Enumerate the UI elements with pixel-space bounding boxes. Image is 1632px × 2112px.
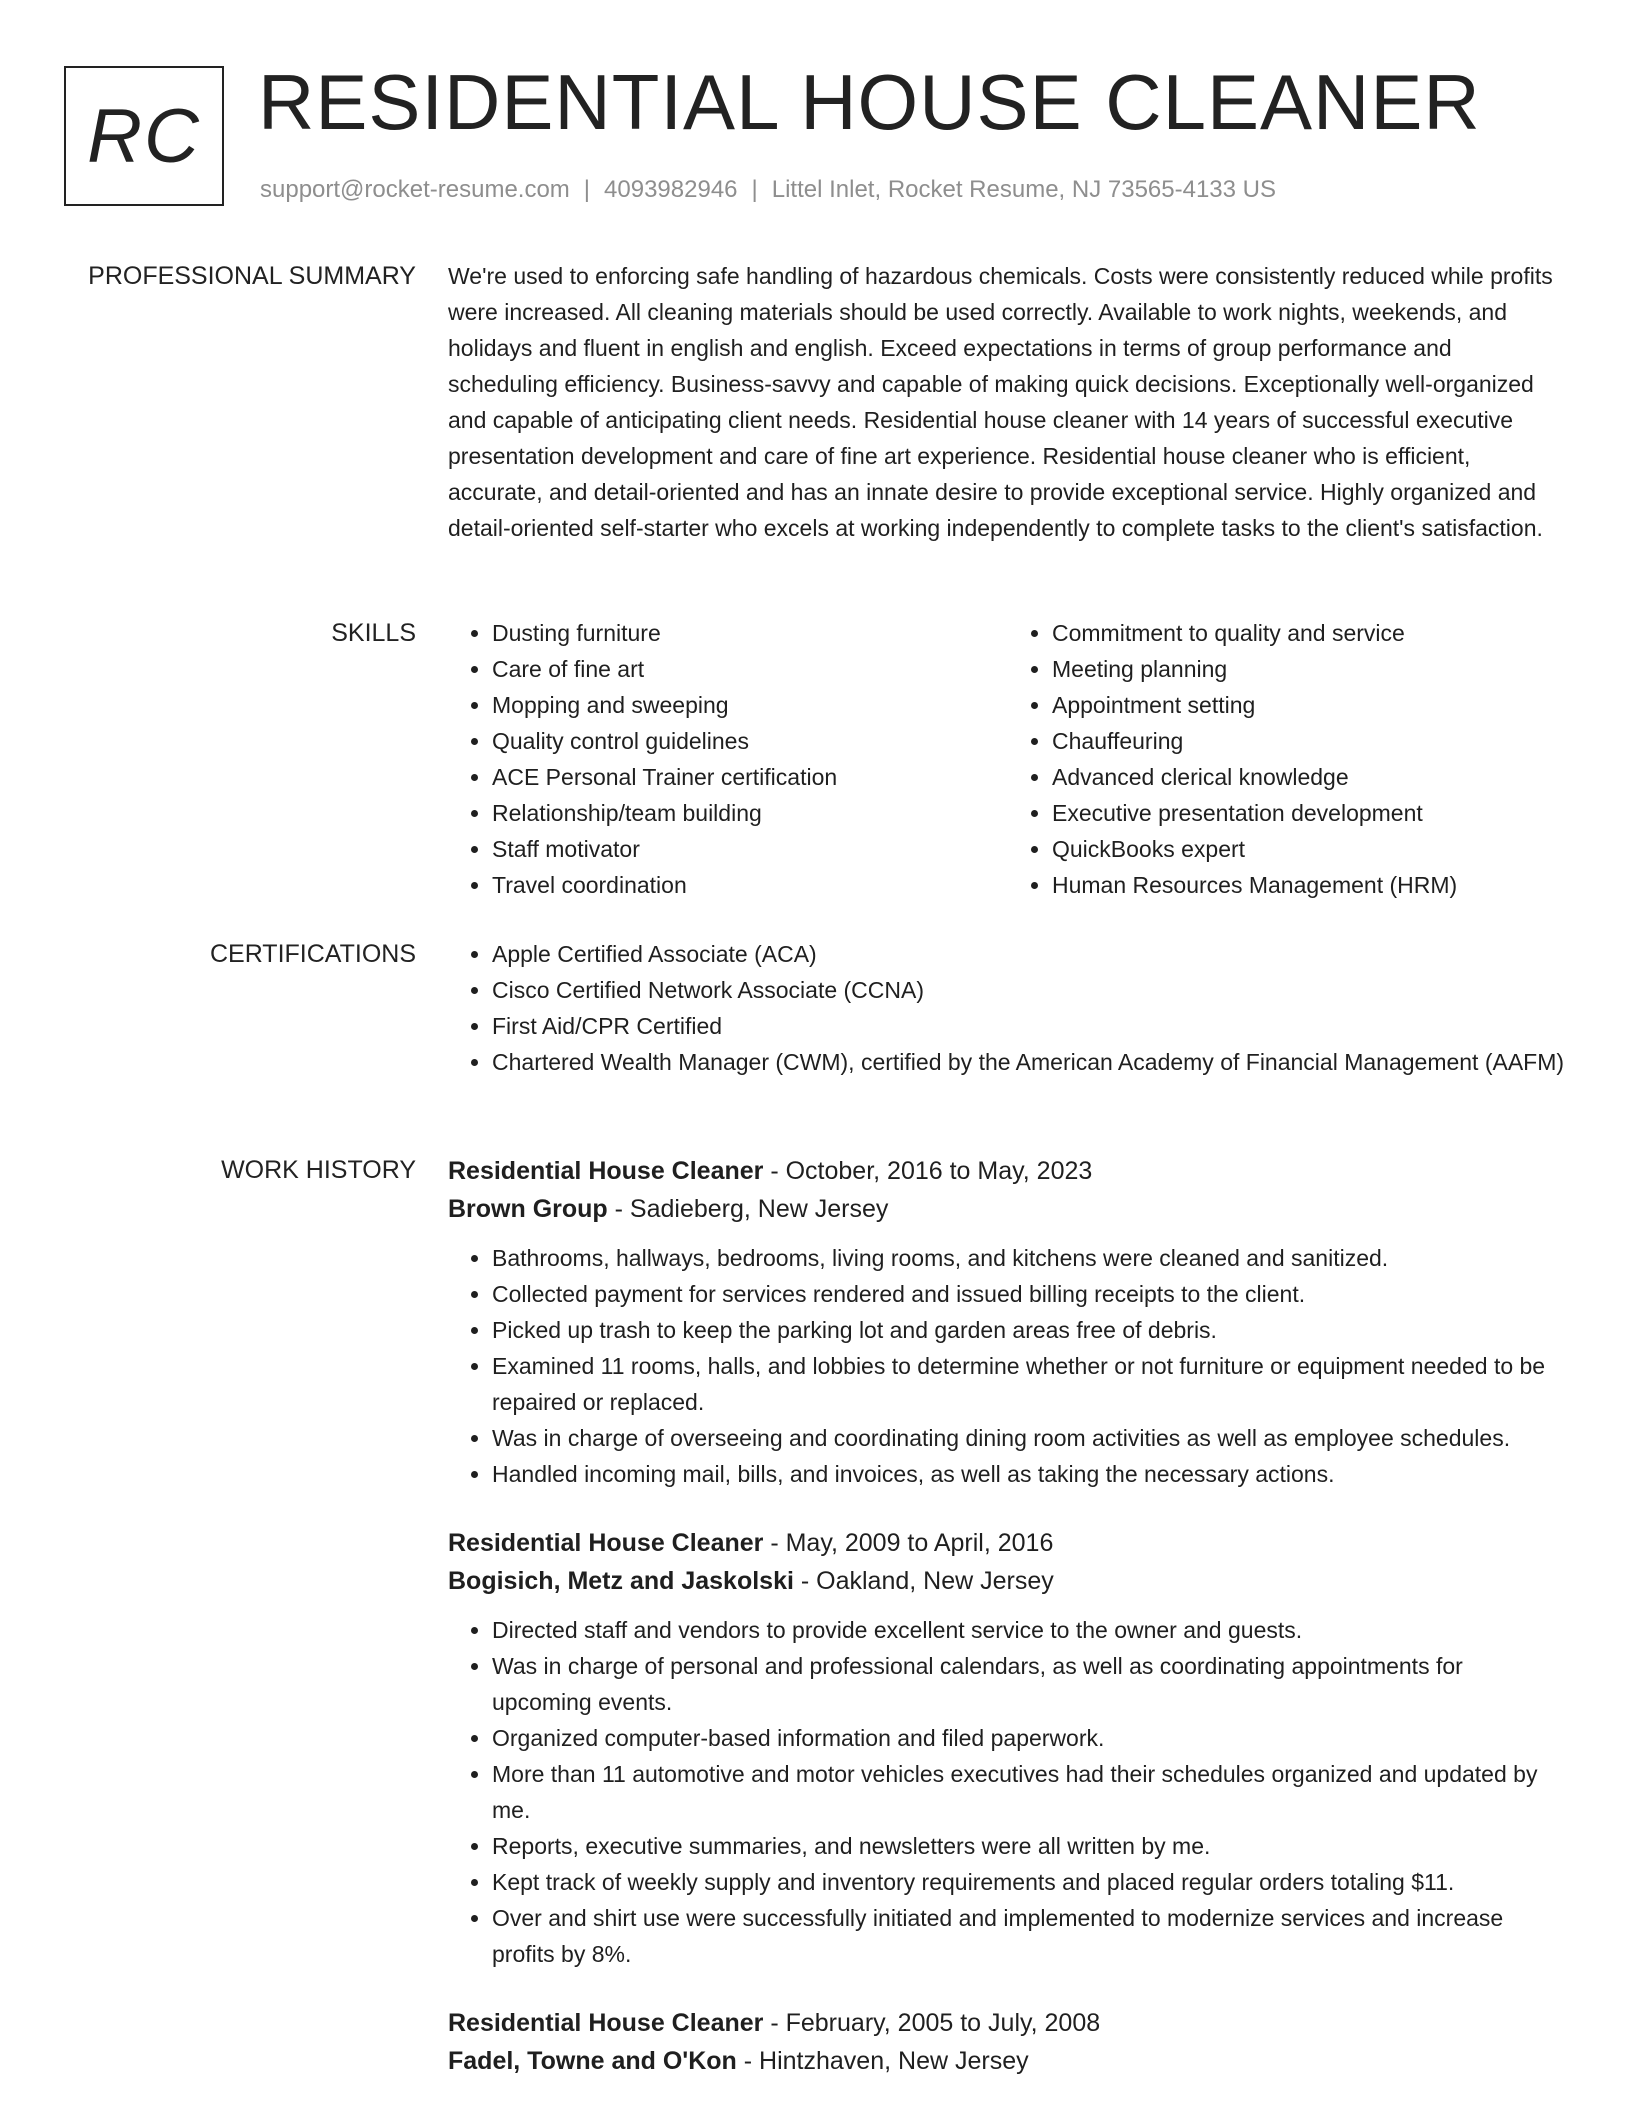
job-company: Fadel, Towne and O'Kon [448, 2047, 737, 2075]
job-duty-item: • Was in charge of personal and professional calendars, as well as coordinating appointments for upcoming events. [492, 1648, 1568, 1720]
skill-item: • Care of fine art [492, 651, 1008, 687]
skills-list-left [448, 615, 1008, 903]
skills-body [448, 615, 1568, 903]
certification-item: • First Aid/CPR Certified [492, 1008, 1568, 1044]
job-duty-item: • Examined 11 rooms, halls, and lobbies to determine whether or not furniture or equipment needed to be repaired or replaced. [492, 1348, 1568, 1420]
job-company-line [448, 2042, 1568, 2080]
job-duty-item: • Collected payment for services rendered and issued billing receipts to the client. [492, 1276, 1568, 1312]
work-history-body [448, 1152, 1568, 2112]
skill-item: • Travel coordination [492, 867, 1008, 903]
certification-item: • Chartered Wealth Manager (CWM), certified by the American Academy of Financial Management (AAFM) [492, 1044, 1568, 1080]
job-entry [448, 1524, 1568, 1972]
job-company-line [448, 1562, 1568, 1600]
job-company: Bogisich, Metz and Jaskolski [448, 1567, 794, 1595]
job-title: Residential House Cleaner [448, 1529, 764, 1557]
contact-email[interactable]: support@rocket-resume.com [260, 176, 570, 203]
certification-item: • Cisco Certified Network Associate (CCNA) [492, 972, 1568, 1008]
skill-item: • ACE Personal Trainer certification [492, 759, 1008, 795]
skill-item: • Executive presentation development [1052, 795, 1568, 831]
skill-item: • Appointment setting [1052, 687, 1568, 723]
contact-phone[interactable]: 4093982946 [604, 176, 738, 203]
section-heading-skills: SKILLS [331, 619, 416, 647]
contact-address: Littel Inlet, Rocket Resume, NJ 73565-4133 US [771, 176, 1277, 203]
job-title: Residential House Cleaner [448, 1157, 764, 1185]
section-heading-work-history: WORK HISTORY [221, 1156, 416, 1184]
summary-body [448, 258, 1568, 546]
job-dates: - February, 2005 to July, 2008 [763, 2009, 1101, 2037]
job-entry [448, 1152, 1568, 1492]
job-duty-item: • Picked up trash to keep the parking lot and garden areas free of debris. [492, 1312, 1568, 1348]
job-location: - Hintzhaven, New Jersey [736, 2047, 1029, 2075]
job-duty-item: • Bathrooms, hallways, bedrooms, living rooms, and kitchens were cleaned and sanitized. [492, 1240, 1568, 1276]
skill-item: • Chauffeuring [1052, 723, 1568, 759]
job-duty-item: • Reports, executive summaries, and newsletters were all written by me. [492, 1828, 1568, 1864]
skill-item: • Relationship/team building [492, 795, 1008, 831]
contact-separator: | [751, 176, 758, 203]
job-duty-item: • Kept track of weekly supply and inventory requirements and placed regular orders totaling $11. [492, 1864, 1568, 1900]
skill-item: • QuickBooks expert [1052, 831, 1568, 867]
skill-item: • Meeting planning [1052, 651, 1568, 687]
certifications-body [448, 936, 1568, 1080]
summary-text: We're used to enforcing safe handling of hazardous chemicals. Costs were consistently reduced while profits were increased. All cleaning materials should be used correctly. Available to work nights, weekends, and holidays and fluent in english and english. Exceed expectations in terms of group performance and scheduling efficiency. Business-savvy and capable of making quick decisions. Exceptionally well-organized and capable of anticipating client needs. Residential house cleaner with 14 years of successful executive presentation development and care of fine art experience. Residential house cleaner who is efficient, accurate, and detail-oriented and has an innate desire to provide exceptional service. Highly organized and detail-oriented self-starter who excels at working independently to complete tasks to the client's satisfaction. [448, 263, 1553, 541]
job-duty-item: • Directed staff and vendors to provide excellent service to the owner and guests. [492, 1612, 1568, 1648]
job-duties-list [448, 1240, 1568, 1492]
section-heading-certifications: CERTIFICATIONS [209, 940, 416, 968]
job-duty-item: • Handled incoming mail, bills, and invoices, as well as taking the necessary actions. [492, 1456, 1568, 1492]
skill-item: • Dusting furniture [492, 615, 1008, 651]
job-duty-item: • Over and shirt use were successfully initiated and implemented to modernize services and increase profits by 8%. [492, 1900, 1568, 1972]
skill-item: • Human Resources Management (HRM) [1052, 867, 1568, 903]
job-title-line [448, 2004, 1568, 2042]
certification-item: • Apple Certified Associate (ACA) [492, 936, 1568, 972]
job-duty-item: • Was in charge of overseeing and coordinating dining room activities as well as employee schedules. [492, 1420, 1568, 1456]
skill-item: • Advanced clerical knowledge [1052, 759, 1568, 795]
job-duty-item: • More than 11 automotive and motor vehicles executives had their schedules organized and updated by me. [492, 1756, 1568, 1828]
job-duties-list [448, 1612, 1568, 1972]
job-entry [448, 2004, 1568, 2080]
resume-title: RESIDENTIAL HOUSE CLEANER [258, 58, 1481, 146]
skill-item: • Commitment to quality and service [1052, 615, 1568, 651]
job-company-line [448, 1190, 1568, 1228]
section-heading-summary: PROFESSIONAL SUMMARY [88, 262, 416, 290]
certifications-list [448, 936, 1568, 1080]
skills-list-right [1008, 615, 1568, 903]
job-location: - Sadieberg, New Jersey [607, 1195, 889, 1223]
skill-item: • Mopping and sweeping [492, 687, 1008, 723]
monogram-logo: RC [64, 66, 224, 206]
job-title: Residential House Cleaner [448, 2009, 764, 2037]
contact-separator: | [583, 176, 591, 203]
job-location: - Oakland, New Jersey [793, 1567, 1054, 1595]
job-company: Brown Group [448, 1195, 608, 1223]
job-dates: - October, 2016 to May, 2023 [763, 1157, 1093, 1185]
job-title-line [448, 1524, 1568, 1562]
job-duty-item: • Organized computer-based information and filed paperwork. [492, 1720, 1568, 1756]
contact-line [260, 176, 1276, 204]
job-dates: - May, 2009 to April, 2016 [763, 1529, 1054, 1557]
skill-item: • Staff motivator [492, 831, 1008, 867]
skill-item: • Quality control guidelines [492, 723, 1008, 759]
job-title-line [448, 1152, 1568, 1190]
